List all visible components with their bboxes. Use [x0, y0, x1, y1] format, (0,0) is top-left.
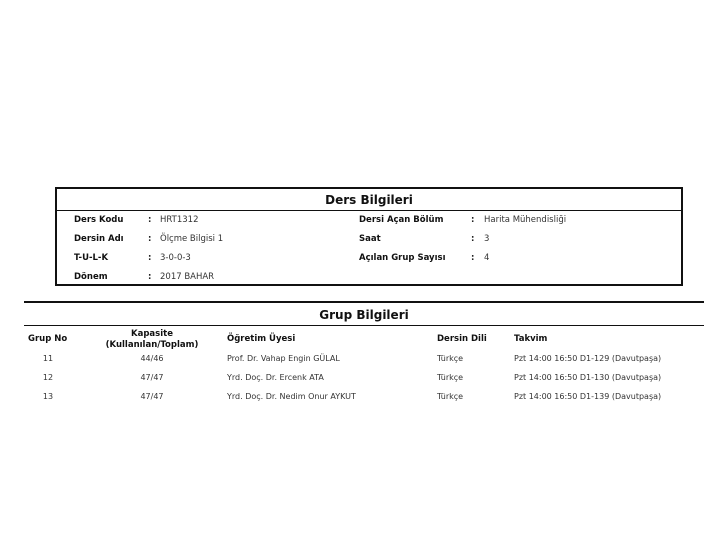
row-ogretim-uyesi: Yrd. Doç. Dr. Ercenk ATA [227, 373, 324, 382]
colon: : [148, 253, 152, 263]
dersi-acan-bolum-value: Harita Mühendisliği [484, 215, 567, 225]
saat-value: 3 [484, 234, 490, 244]
grup-bilgileri-panel [24, 301, 704, 413]
ders-bilgileri-title: Ders Bilgileri [325, 193, 413, 207]
saat-label: Saat [359, 234, 381, 244]
row-dersin-dili: Türkçe [437, 373, 464, 382]
row-dersin-dili: Türkçe [437, 392, 464, 401]
ders-kodu-label: Ders Kodu [74, 215, 124, 225]
row-ogretim-uyesi: Yrd. Doç. Dr. Nedim Onur AYKUT [227, 392, 356, 401]
row-grup-no: 12 [42, 373, 54, 382]
row-takvim: Pzt 14:00 16:50 D1-130 (Davutpaşa) [514, 373, 662, 382]
acilan-grup-sayisi-label: Açılan Grup Sayısı [359, 253, 446, 263]
dersin-adi-label: Dersin Adı [74, 234, 124, 244]
row-kapasite: 44/46 [140, 354, 164, 363]
row-grup-no: 13 [42, 392, 54, 401]
header-kapasite-sub: (Kullanılan/Toplam) [105, 340, 199, 350]
colon: : [471, 253, 475, 263]
grup-bilgileri-title: Grup Bilgileri [319, 308, 409, 322]
tulk-label: T-U-L-K [74, 253, 109, 263]
ders-bilgileri-panel [55, 187, 683, 286]
acilan-grup-sayisi-value: 4 [484, 253, 490, 263]
row-dersin-dili: Türkçe [437, 354, 464, 363]
donem-value: 2017 BAHAR [160, 272, 215, 282]
ders-kodu-value: HRT1312 [160, 215, 199, 225]
row-kapasite: 47/47 [140, 392, 164, 401]
header-ogretim-uyesi: Öğretim Üyesi [227, 334, 296, 344]
colon: : [148, 215, 152, 225]
donem-label: Dönem [74, 272, 108, 282]
row-kapasite: 47/47 [140, 373, 164, 382]
title-divider [57, 210, 681, 211]
header-grup-no: Grup No [28, 334, 68, 344]
header-dersin-dili: Dersin Dili [437, 334, 487, 344]
title-divider [24, 325, 704, 326]
dersin-adi-value: Ölçme Bilgisi 1 [160, 234, 224, 244]
row-takvim: Pzt 14:00 16:50 D1-139 (Davutpaşa) [514, 392, 662, 401]
colon: : [471, 234, 475, 244]
colon: : [148, 272, 152, 282]
tulk-value: 3-0-0-3 [160, 253, 191, 263]
row-takvim: Pzt 14:00 16:50 D1-129 (Davutpaşa) [514, 354, 662, 363]
row-ogretim-uyesi: Prof. Dr. Vahap Engin GÜLAL [227, 354, 340, 363]
colon: : [471, 215, 475, 225]
header-kapasite: Kapasite [131, 329, 173, 339]
dersi-acan-bolum-label: Dersi Açan Bölüm [359, 215, 444, 225]
row-grup-no: 11 [42, 354, 54, 363]
colon: : [148, 234, 152, 244]
header-takvim: Takvim [514, 334, 548, 344]
